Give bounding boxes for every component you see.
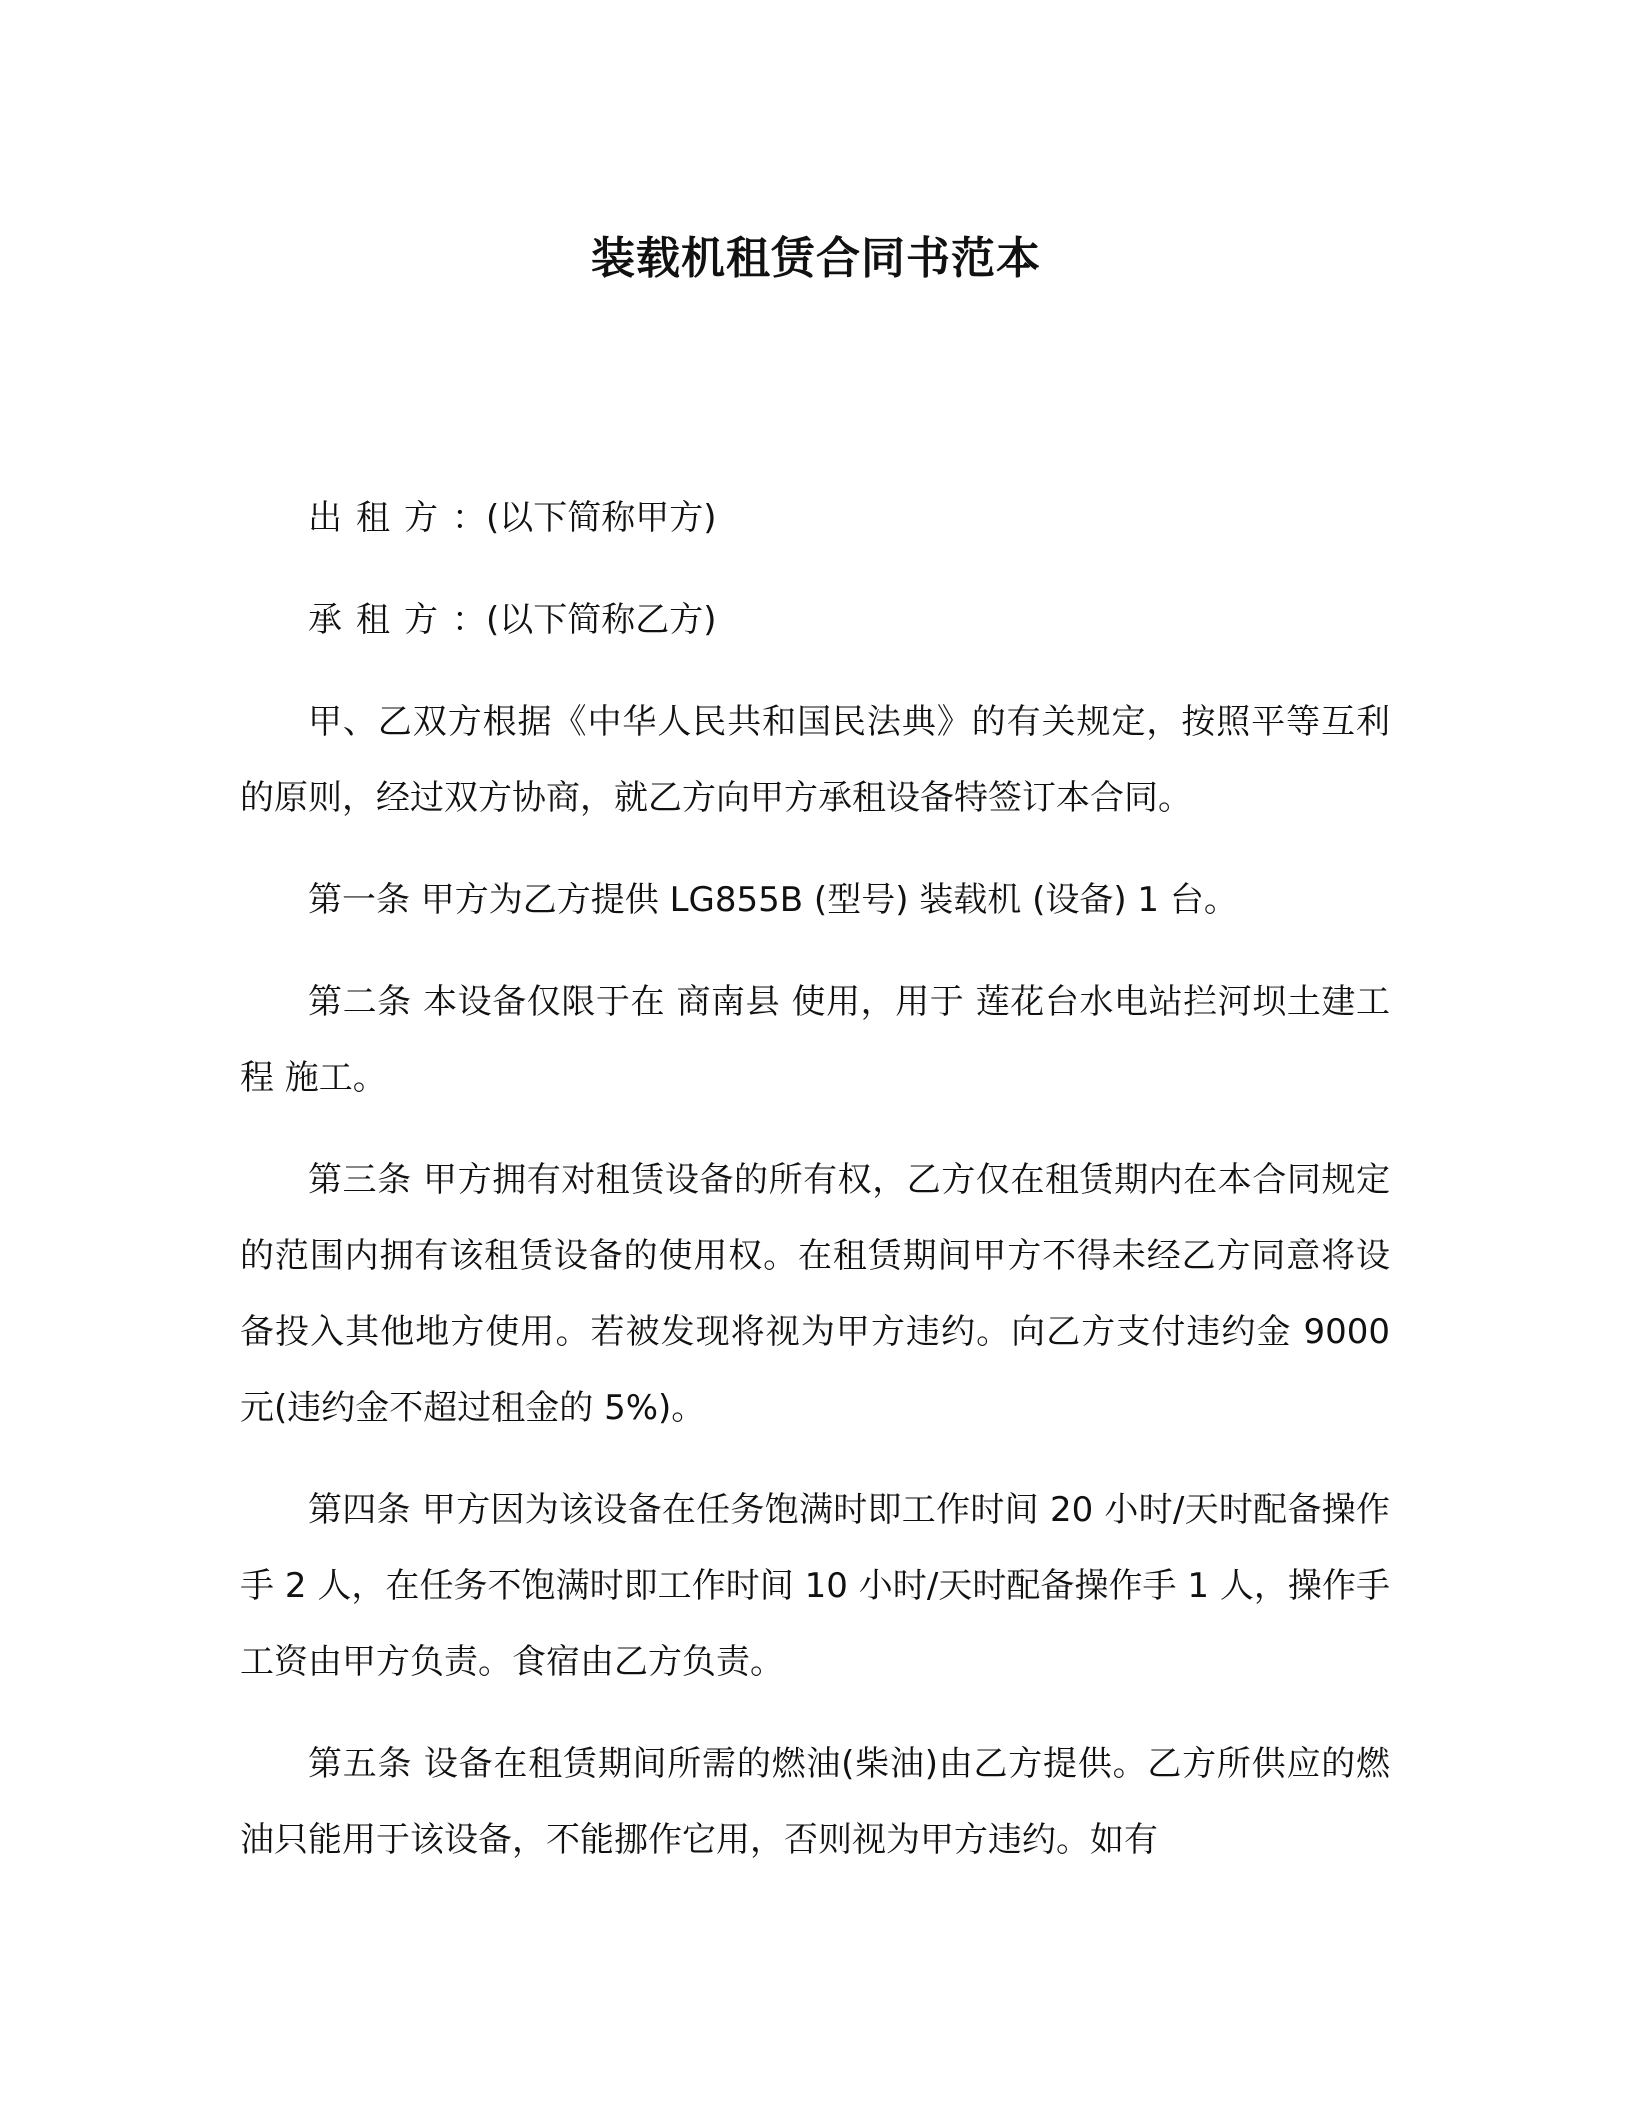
article-5-paragraph: 第五条 设备在租赁期间所需的燃油(柴油)由乙方提供。乙方所供应的燃油只能用于该设备，不能挪作它用，否则视为甲方违约。如有: [240, 1744, 1390, 1860]
lessee-text: ：(以下简称乙方): [452, 600, 717, 640]
document-body: [240, 480, 1390, 1904]
lessee-label: 承租方: [308, 600, 452, 640]
lessee-line: [240, 582, 1390, 658]
article-1-paragraph: 第一条 甲方为乙方提供 LG855B (型号) 装载机 (设备) 1 台。: [308, 880, 1238, 920]
article-3-paragraph: 第三条 甲方拥有对租赁设备的所有权，乙方仅在租赁期内在本合同规定的范围内拥有该租赁设备的使用权。在租赁期间甲方不得未经乙方同意将设备投入其他地方使用。若被发现将视为甲方违约。向乙方支付违约金 9000 元(违约金不超过租金的 5%)。: [240, 1160, 1390, 1428]
preamble-paragraph: 甲、乙双方根据《中华人民共和国民法典》的有关规定，按照平等互利的原则，经过双方协商，就乙方向甲方承租设备特签订本合同。: [240, 702, 1390, 818]
article-2-paragraph: 第二条 本设备仅限于在 商南县 使用，用于 莲花台水电站拦河坝土建工程 施工。: [240, 982, 1390, 1098]
document-title: 装载机租赁合同书范本: [591, 233, 1041, 284]
lessor-line: [240, 480, 1390, 556]
lessor-label: 出租方: [308, 498, 452, 538]
article-4-paragraph: 第四条 甲方因为该设备在任务饱满时即工作时间 20 小时/天时配备操作手 2 人，在任务不饱满时即工作时间 10 小时/天时配备操作手 1 人，操作手工资由甲方负责。食宿由乙方负责。: [240, 1490, 1390, 1682]
lessor-text: ：(以下简称甲方): [452, 498, 717, 538]
